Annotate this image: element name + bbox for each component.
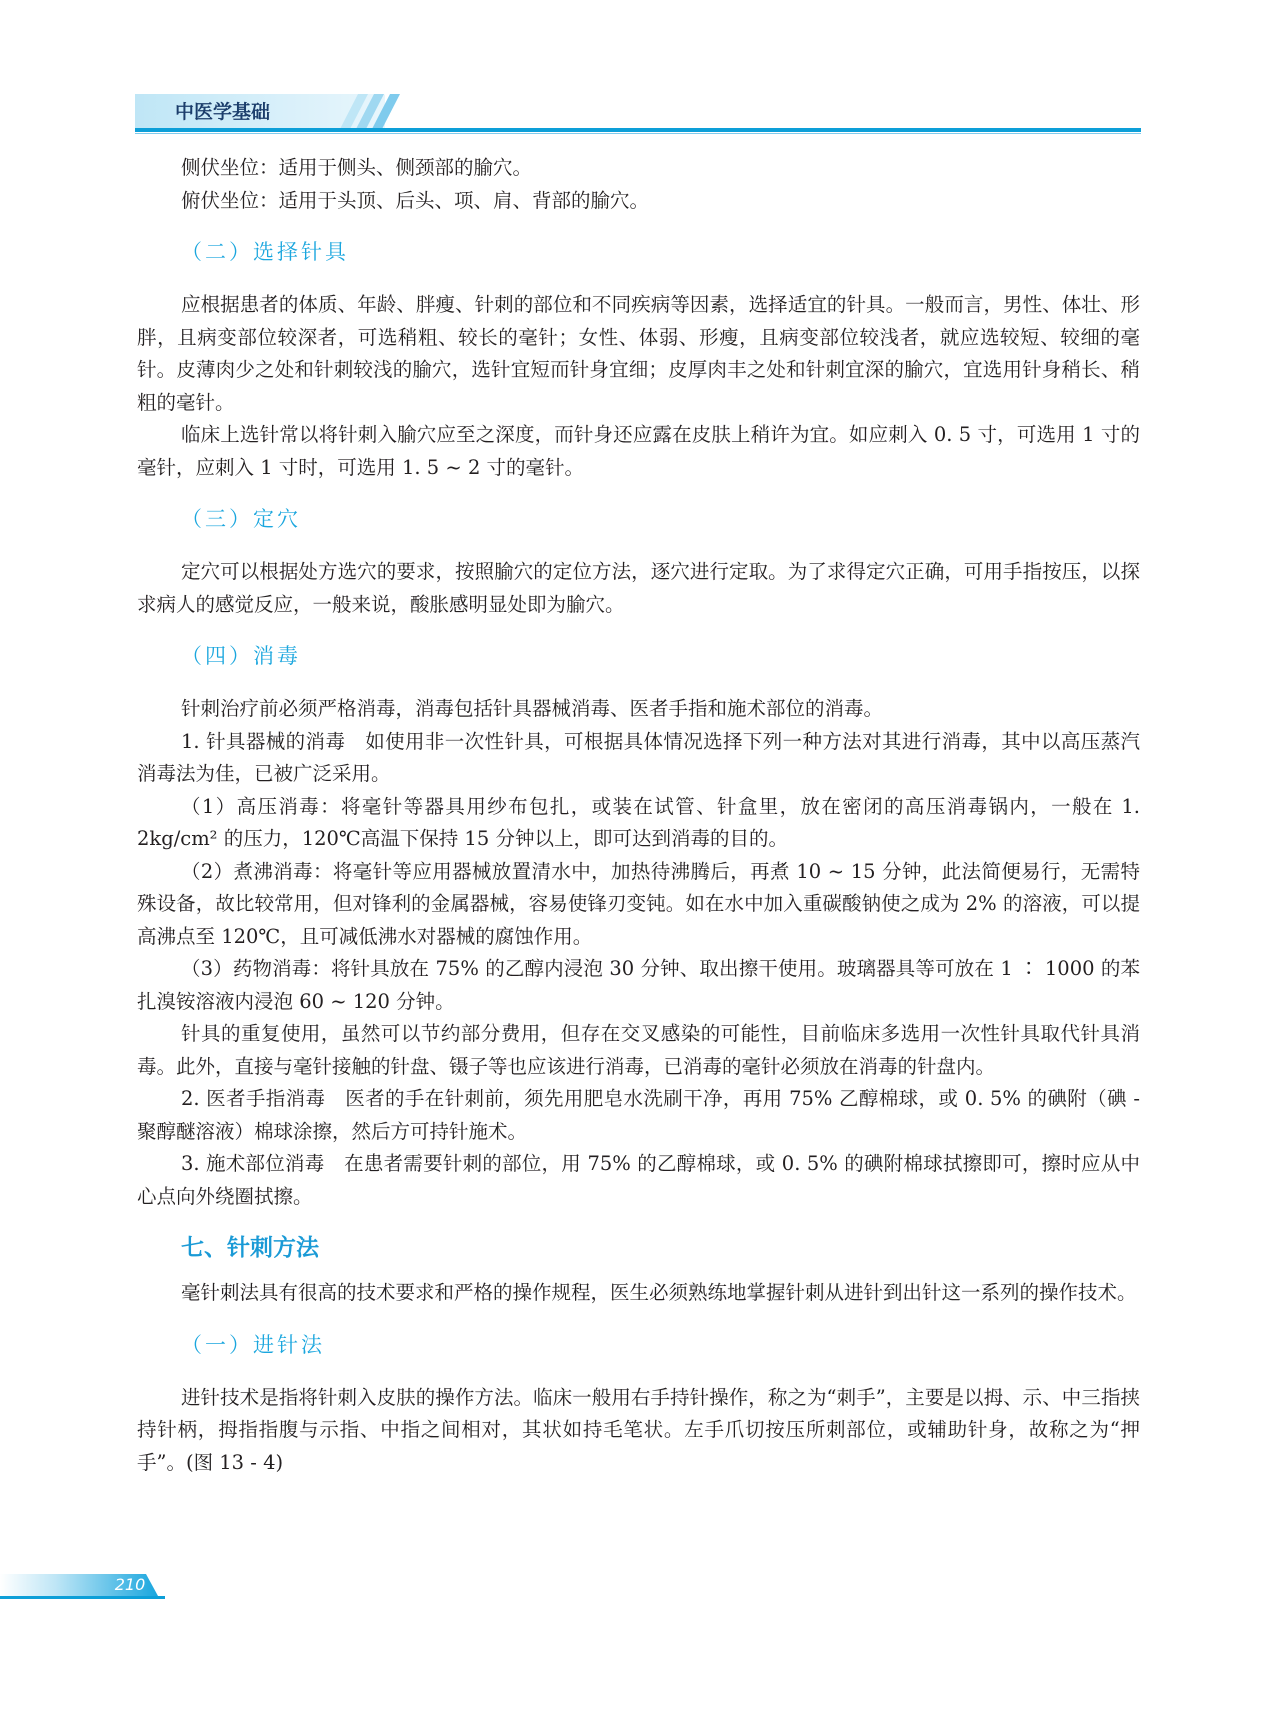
paragraph: （3）药物消毒：将针具放在 75% 的乙醇内浸泡 30 分钟、取出擦干使用。玻璃器具等可放在 1 ∶ 1000 的苯扎溴铵溶液内浸泡 60 ~ 120 分钟。 [137, 957, 1140, 1013]
section-heading: 七、针刺方法 [181, 1235, 319, 1261]
page-body [137, 152, 1140, 1479]
footer-rule [0, 1596, 165, 1599]
paragraph: （1）高压消毒：将毫针等器具用纱布包扎，或装在试管、针盒里，放在密闭的高压消毒锅内，一般在 1. 2kg/cm² 的压力，120℃高温下保持 15 分钟以上，即可达到消毒的目的。 [137, 794, 1140, 850]
subsection-heading: （一）进针法 [181, 1332, 325, 1357]
subsection-heading: （三）定穴 [181, 507, 301, 531]
paragraph: 3. 施术部位消毒 在患者需要针刺的部位，用 75% 的乙醇棉球，或 0. 5% 的碘附棉球拭擦即可，擦时应从中心点向外绕圈拭擦。 [137, 1152, 1140, 1208]
paragraph: 应根据患者的体质、年龄、胖瘦、针刺的部位和不同疾病等因素，选择适宜的针具。一般而言，男性、体壮、形胖，且病变部位较深者，可选稍粗、较长的毫针；女性、体弱、形瘦，且病变部位较浅者，就应选较短、较细的毫针。皮薄肉少之处和针刺较浅的腧穴，选针宜短而针身宜细；皮厚肉丰之处和针刺宜深的腧穴，宜选用针身稍长、稍粗的毫针。 [137, 293, 1140, 414]
header-stripes-decoration [330, 94, 410, 129]
paragraph: 进针技术是指将针刺入皮肤的操作方法。临床一般用右手持针操作，称之为“刺手”，主要是以拇、示、中三指挟持针柄，拇指指腹与示指、中指之间相对，其状如持毛笔状。左手爪切按压所刺部位，或辅助针身，故称之为“押手”。(图 13 - 4) [137, 1385, 1140, 1474]
paragraph: 2. 医者手指消毒 医者的手在针刺前，须先用肥皂水洗刷干净，再用 75% 乙醇棉球，或 0. 5% 的碘附（碘 - 聚醇醚溶液）棉球涂擦，然后方可持针施术。 [137, 1087, 1140, 1143]
book-title: 中医学基础 [175, 101, 271, 123]
paragraph: 1. 针具器械的消毒 如使用非一次性针具，可根据具体情况选择下列一种方法对其进行消毒，其中以高压蒸汽消毒法为佳，已被广泛采用。 [137, 729, 1140, 785]
paragraph: 临床上选针常以将针刺入腧穴应至之深度，而针身还应露在皮肤上稍许为宜。如应刺入 0. 5 寸，可选用 1 寸的毫针，应刺入 1 寸时，可选用 1. 5 ~ 2 寸的毫针。 [137, 423, 1140, 479]
paragraph: （2）煮沸消毒：将毫针等应用器械放置清水中，加热待沸腾后，再煮 10 ~ 15 分钟，此法简便易行，无需特殊设备，故比较常用，但对锋利的金属器械，容易使锋刃变钝。如在水中加入重碳酸钠使之成为 2% 的溶液，可以提高沸点至 120℃，且可减低沸水对器械的腐蚀作用。 [137, 859, 1140, 948]
paragraph: 侧伏坐位：适用于侧头、侧颈部的腧穴。 [181, 156, 533, 179]
paragraph: 俯伏坐位：适用于头顶、后头、项、肩、背部的腧穴。 [181, 188, 650, 212]
header-rule-thin [135, 133, 1141, 134]
header-rule [135, 128, 1141, 132]
subsection-heading: （二）选择针具 [181, 240, 349, 264]
paragraph: 定穴可以根据处方选穴的要求，按照腧穴的定位方法，逐穴进行定取。为了求得定穴正确，可用手指按压，以探求病人的感觉反应，一般来说，酸胀感明显处即为腧穴。 [137, 560, 1140, 616]
page-number: 210 [114, 1575, 146, 1594]
paragraph: 毫针刺法具有很高的技术要求和严格的操作规程，医生必须熟练地掌握针刺从进针到出针这一系列的操作技术。 [181, 1281, 1137, 1304]
paragraph: 针具的重复使用，虽然可以节约部分费用，但存在交叉感染的可能性，目前临床多选用一次性针具取代针具消毒。此外，直接与毫针接触的针盘、镊子等也应该进行消毒，已消毒的毫针必须放在消毒的针盘内。 [137, 1022, 1140, 1078]
subsection-heading: （四）消毒 [181, 644, 301, 668]
paragraph: 针刺治疗前必须严格消毒，消毒包括针具器械消毒、医者手指和施术部位的消毒。 [181, 697, 884, 720]
